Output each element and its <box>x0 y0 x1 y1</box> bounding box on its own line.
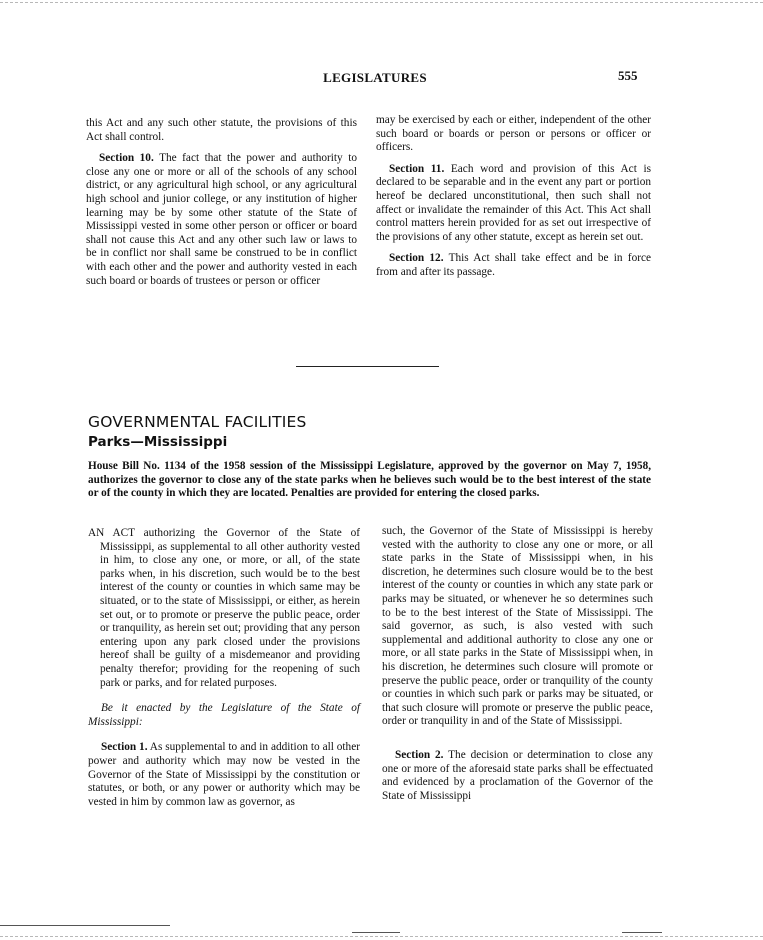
section-12-text: This Act shall take effect and be in force from and after its passage. <box>376 252 652 278</box>
section-11-paragraph <box>376 163 651 245</box>
bottom-left-column <box>88 527 360 809</box>
scan-line-right <box>622 932 662 933</box>
section-title: GOVERNMENTAL FACILITIES <box>88 413 307 431</box>
section-1-label: Section 1. <box>101 741 148 754</box>
section-12-paragraph <box>376 252 651 279</box>
section-10-paragraph <box>86 152 357 288</box>
section-11-text: Each word and provision of this Act is declared to be separable and in the event any part or portion hereof be declared unconstitutional, then such shall not affect or invalidate the remainder of this Act. This Act shall control matters herein provided for as set out irrespective of the provisions of any other statute, except as herein set out. <box>376 162 651 243</box>
section-10-label: Section 10. <box>99 152 154 165</box>
running-title: LEGISLATURES <box>323 70 427 85</box>
bill-summary: House Bill No. 1134 of the 1958 session of the Mississippi Legislature, approved by the governor on May 7, 1958, authorizes the governor to close any of the state parks when he believes such would be to the best interest of the state or of the county in which they are located. Penalties are provided for entering the closed parks. <box>88 460 651 500</box>
section-1-paragraph <box>88 741 360 809</box>
top-right-column <box>376 114 651 280</box>
scan-edge-bottom <box>0 936 763 937</box>
section-2-label: Section 2. <box>395 748 444 761</box>
scan-line-center <box>352 932 400 933</box>
section-10-text: The fact that the power and authority to close any one or more or all of the schools of any school district, or any agricultural high school, or any agricultural high school and junior college, or any institution of higher learning may be by some other statute of the State of Mississippi vested in some other person or officer or board shall not cause this Act and any other such law or laws to be in conflict nor shall same be construed to be in conflict with each other and the power and authority vested in each such board or boards of trustees or person or officer <box>86 152 357 287</box>
act-title: AN ACT authorizing the Governor of the State of Mississippi, as supplemental to all other authority vested in him, to close any one, or more, or all, of the state parks when, in his discretion, such would be to the best interest of the county or counties in which same may be situated, or to the state of Mississippi, or either, as herein set out, or to promote or preserve the public peace, order or tranquility, as herein set out; providing that any person entering upon any park closed under the provisions hereof shall be guilty of a misdemeanor and providing penalty therefor; providing for the reopening of such park or parks, and for related purposes. <box>88 527 360 689</box>
section-12-label: Section 12. <box>389 252 444 265</box>
section-2-paragraph <box>382 749 653 803</box>
section-subtitle: Parks—Mississippi <box>88 434 228 450</box>
top-left-column <box>86 117 357 288</box>
bottom-right-continuation: such, the Governor of the State of Mississippi is hereby vested with the authority to close any one or more, or all state parks in the State of Mississippi when, in his discretion, he determines such closure would be to the best interest of the county or counties in which any state park or parks may be situated, or whenever he so determines such to be to the best interest of the State of Mississippi. The said governor, as such, is also vested with such supplemental and additional authority to close any one or more, or all state parks in the State of Mississippi when, in his discretion, he determines such closure will promote or preserve the public peace, order or tranquility of the county or counties in which such park or parks may be situated, or that such closure will promote or preserve the public peace, order or tranquility in and of the State of Mississippi. <box>382 525 653 728</box>
section-2-text: The decision or determination to close any one or more of the aforesaid state parks shall be effectuated and evidenced by a proclamation of the Governor of the State of Mississippi <box>382 748 653 802</box>
section-divider <box>296 366 439 367</box>
section-11-label: Section 11. <box>389 162 445 175</box>
bottom-right-column <box>382 525 653 803</box>
page-number: 555 <box>618 68 638 83</box>
section-1-text: As supplemental to and in addition to all other power and authority which may now be vested in the Governor of the State of Mississippi by the constitution or statutes, or both, or any power or authority which may be vested in him by common law as governor, as <box>88 741 360 808</box>
enacting-clause: Be it enacted by the Legislature of the State of Mississippi: <box>88 702 360 728</box>
top-left-continuation: this Act and any such other statute, the provisions of this Act shall control. <box>86 117 357 143</box>
scan-edge-top <box>0 2 763 3</box>
top-right-continuation: may be exercised by each or either, independent of the other such board or boards or person or persons or officer or officers. <box>376 114 651 154</box>
scan-line-left <box>0 925 170 926</box>
